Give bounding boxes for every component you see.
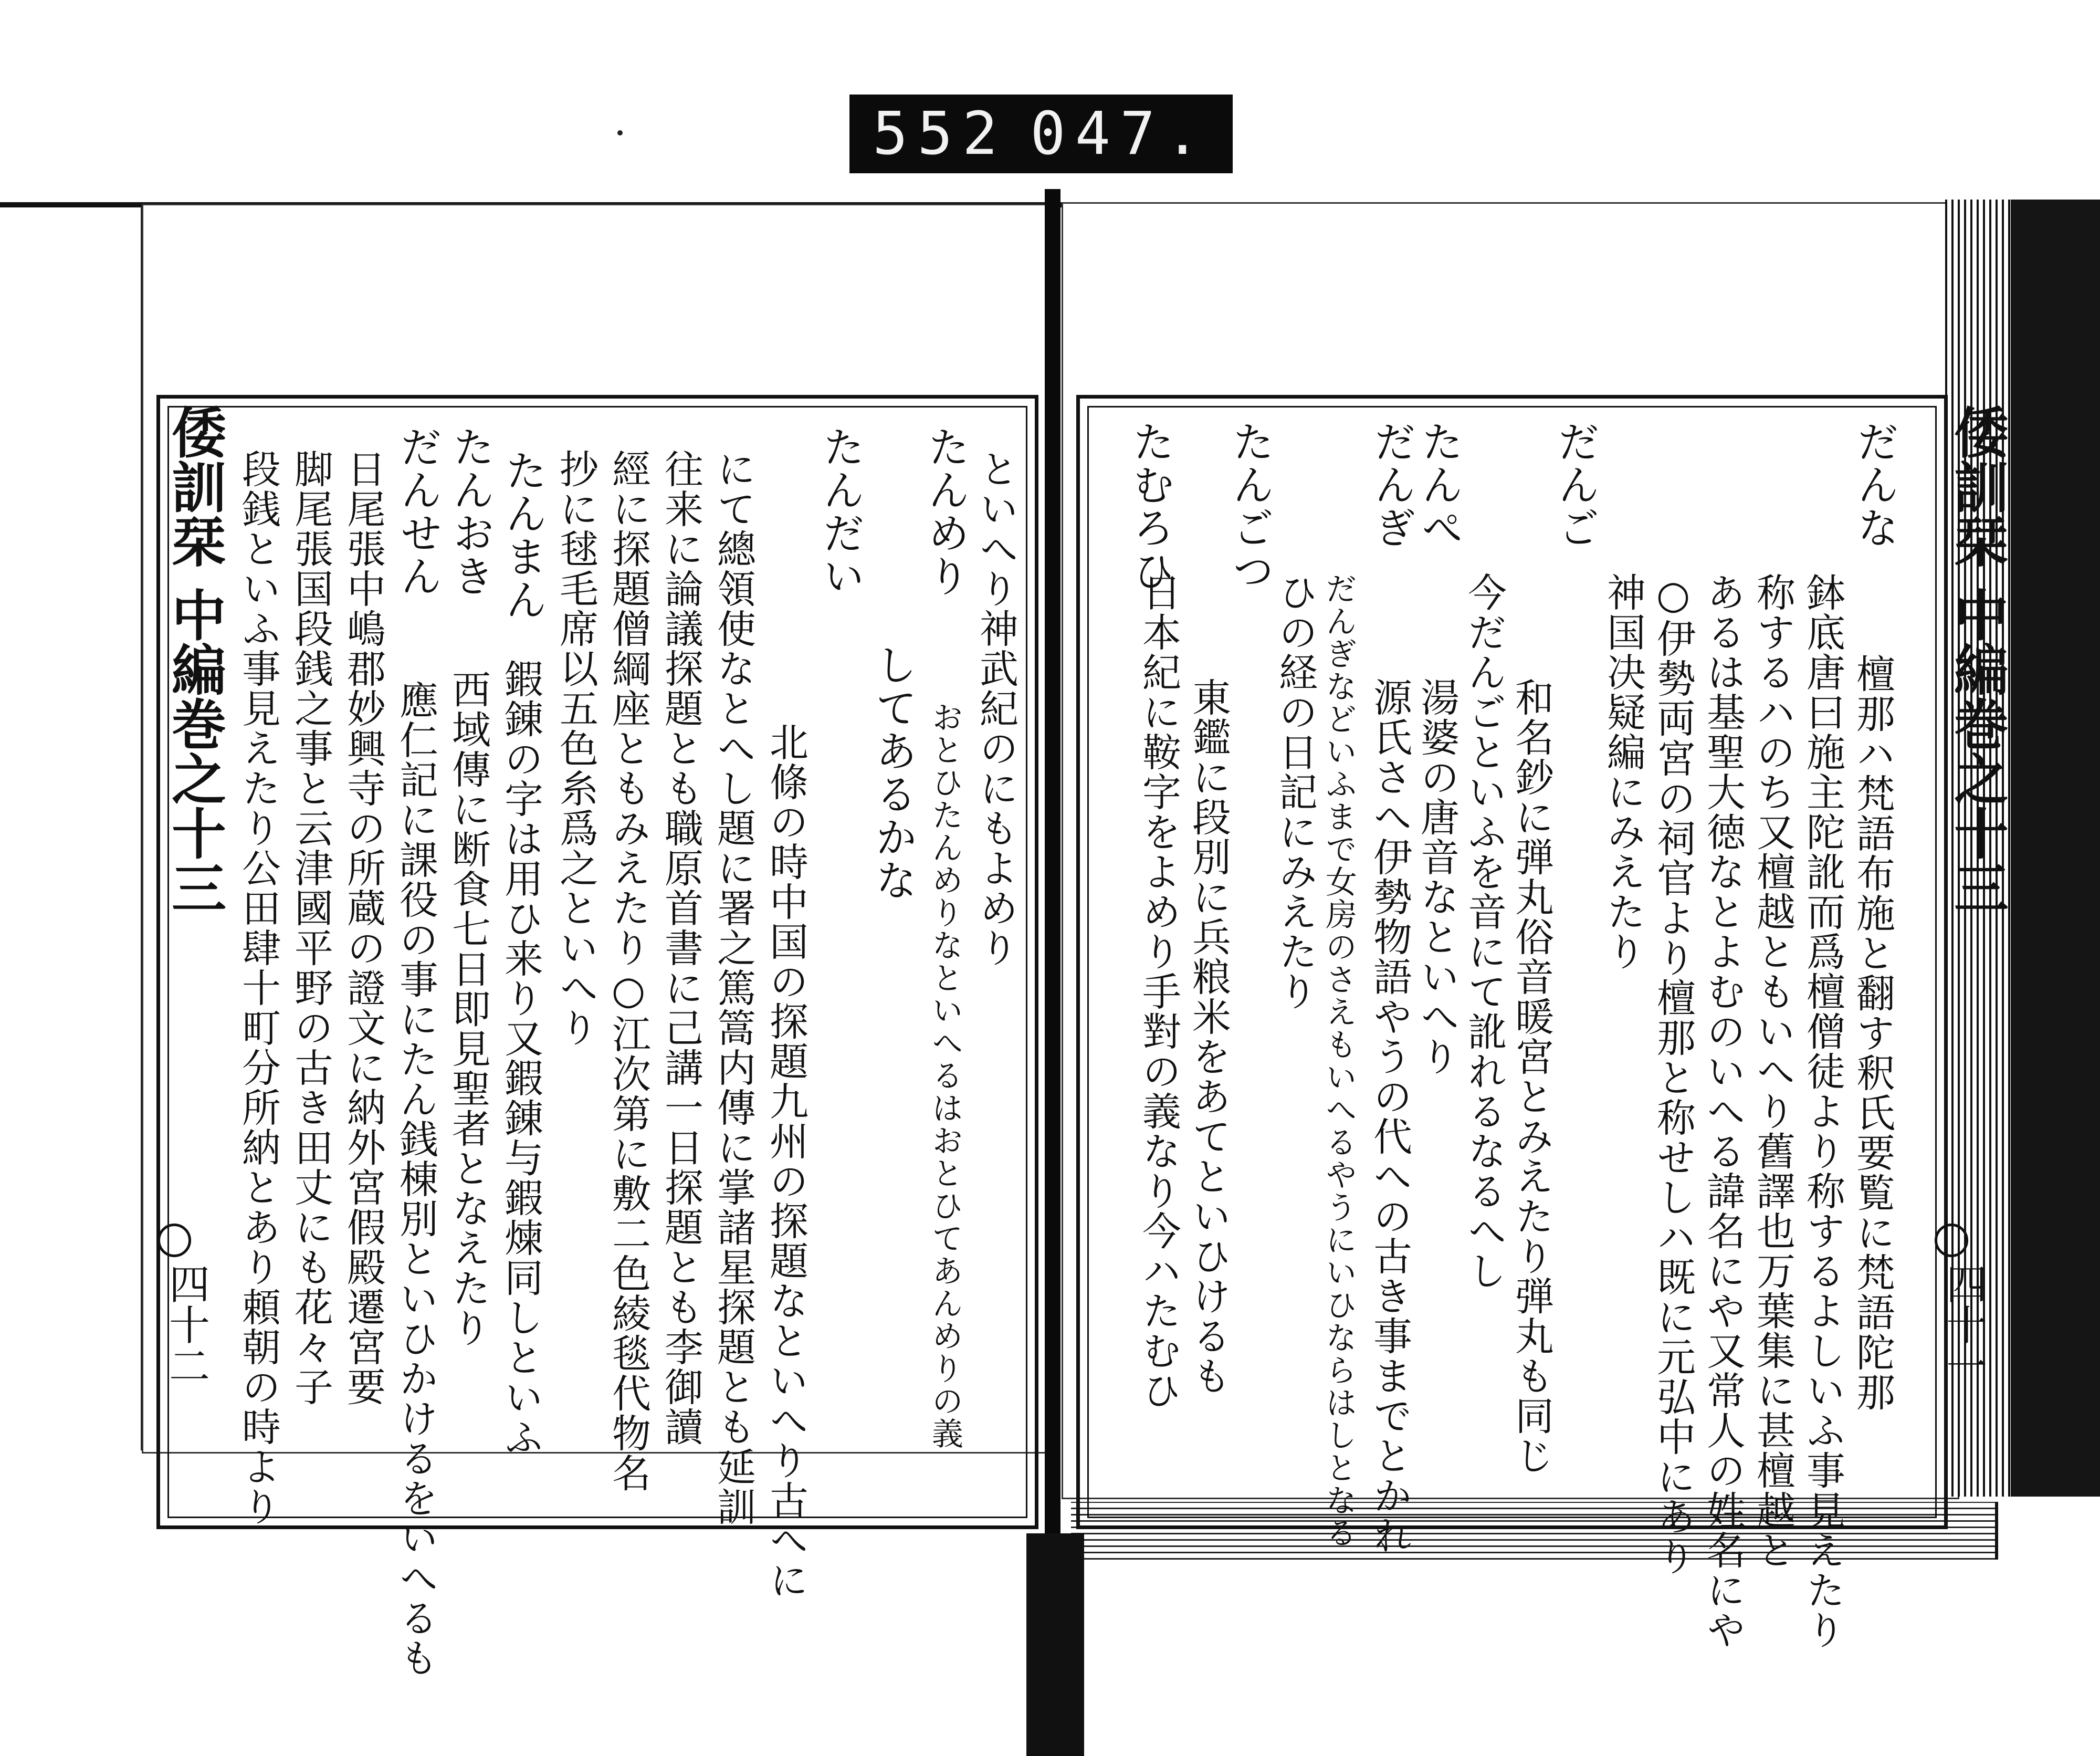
- left-col-11: 經に探題僧綱座ともみえたり○江次第に敷二色綾毯代物名: [606, 449, 651, 1493]
- right-col-10: 今だんごといふを音にて訛れるなるへし: [1462, 572, 1507, 1291]
- page-edges-shadow: [2011, 200, 2100, 1497]
- right-col-7: 神国决疑編にみえたり: [1601, 572, 1646, 971]
- right-col-20: たむろひ: [1126, 420, 1174, 592]
- left-col-14: 北條の時中国の探題九州の探題なといへり古へに: [763, 722, 808, 1600]
- left-col-18: おとひたんめりなといへるはおとひてあんめりの義: [927, 701, 963, 1450]
- left-folio-mark: [158, 1224, 191, 1257]
- stain-dot: [617, 130, 623, 135]
- right-col-8: だんご: [1551, 420, 1600, 549]
- right-col-13: だんぎ: [1367, 420, 1416, 549]
- archive-label-right: 047.: [1030, 100, 1210, 168]
- book-spine: [1045, 189, 1060, 1756]
- left-col-17: たんめり: [921, 425, 970, 598]
- left-col-19: といへり神武紀のにもよめり: [973, 449, 1018, 968]
- right-col-1: だんな: [1850, 420, 1899, 549]
- right-col-18: 東鑑に段別に兵粮米をあてといひけるも: [1186, 677, 1231, 1396]
- right-col-9: 和名鈔に弾丸俗音暖宮とみえたり弾丸も同じ: [1509, 677, 1554, 1476]
- archive-label-left: 552: [873, 100, 1007, 168]
- right-col-6: ○伊勢両宮の祠官より檀那と称せしハ既に元弘中にあり: [1651, 572, 1696, 1576]
- left-col-7: 西域傳に断食七日即見聖者となえたり: [446, 670, 491, 1348]
- left-col-12: 往来に論議探題とも職原首書に己講一日探題とも李御讀: [658, 449, 704, 1447]
- left-col-4: だんせん: [393, 425, 442, 598]
- right-col-17: たんごつ: [1225, 420, 1274, 592]
- left-running-title: 倭訓栞 中編巻之十三: [162, 404, 227, 915]
- right-col-3: 鉢底唐曰施主陀訛而爲檀僧徒より称するよしいふ事見えたり: [1800, 572, 1845, 1650]
- left-col-3: 日尾張中嶋郡妙興寺の所蔵の證文に納外宮假殿遷宮要: [341, 449, 386, 1407]
- left-col-1: 段銭といふ事見えたり公田肆十町分所納とあり頼朝の時より: [236, 449, 281, 1527]
- left-col-16: してあるかな: [868, 643, 917, 902]
- right-folio: 四十一: [1939, 1263, 1987, 1386]
- right-col-12: 湯婆の唐音なといへり: [1414, 677, 1460, 1076]
- left-cover: [0, 205, 153, 1308]
- left-col-9: 鍜錬の字は用ひ来り又鍜錬与鍜煉同しといふ: [498, 659, 543, 1457]
- right-col-4: 称するハのち又檀越ともいへり舊譯也万葉集に甚檀越と: [1750, 572, 1796, 1570]
- left-col-8: たんまん: [498, 449, 547, 621]
- right-running-title: 倭訓栞 中編巻之十三: [1945, 404, 2009, 915]
- right-folio-mark: [1935, 1224, 1968, 1257]
- right-col-15: だんぎなどいふまで女房のさえもいへるやうにいひならはしとなる: [1320, 572, 1357, 1549]
- left-col-2: 脚尾張国段銭之事と云津國平野の古き田丈にも花々子: [288, 449, 333, 1407]
- right-col-11: たんぺ: [1414, 420, 1463, 549]
- left-col-15: たんだい: [816, 425, 865, 598]
- right-col-5: あるは基聖大徳なとよむのいへる諱名にや又常人の姓名にや: [1700, 572, 1746, 1650]
- right-col-14: 源氏さへ伊勢物語やうの代への古き事までとかれ: [1367, 677, 1412, 1555]
- left-col-10: 抄に毬毛席以五色糸爲之といへり: [553, 449, 598, 1048]
- archive-label: [849, 95, 1233, 173]
- left-col-6: たんおき: [446, 425, 495, 598]
- right-col-2: 檀那ハ梵語布施と翻す釈氏要覧に梵語陀那: [1850, 654, 1895, 1412]
- book-spine-base: [1026, 1533, 1084, 1756]
- left-folio: 四十二: [162, 1263, 209, 1386]
- left-col-13: にて總領使なとへし題に署之篤篙内傳に掌諸星探題とも延訓: [711, 449, 756, 1527]
- right-col-19: 日本紀に鞍字をよめり手對の義なり今ハたむひ: [1136, 572, 1181, 1410]
- right-col-16: ひの経の日記にみえたり: [1273, 572, 1318, 1011]
- left-col-5: 應仁記に課役の事にたん銭棟別といひかけるをいへるも: [393, 680, 438, 1678]
